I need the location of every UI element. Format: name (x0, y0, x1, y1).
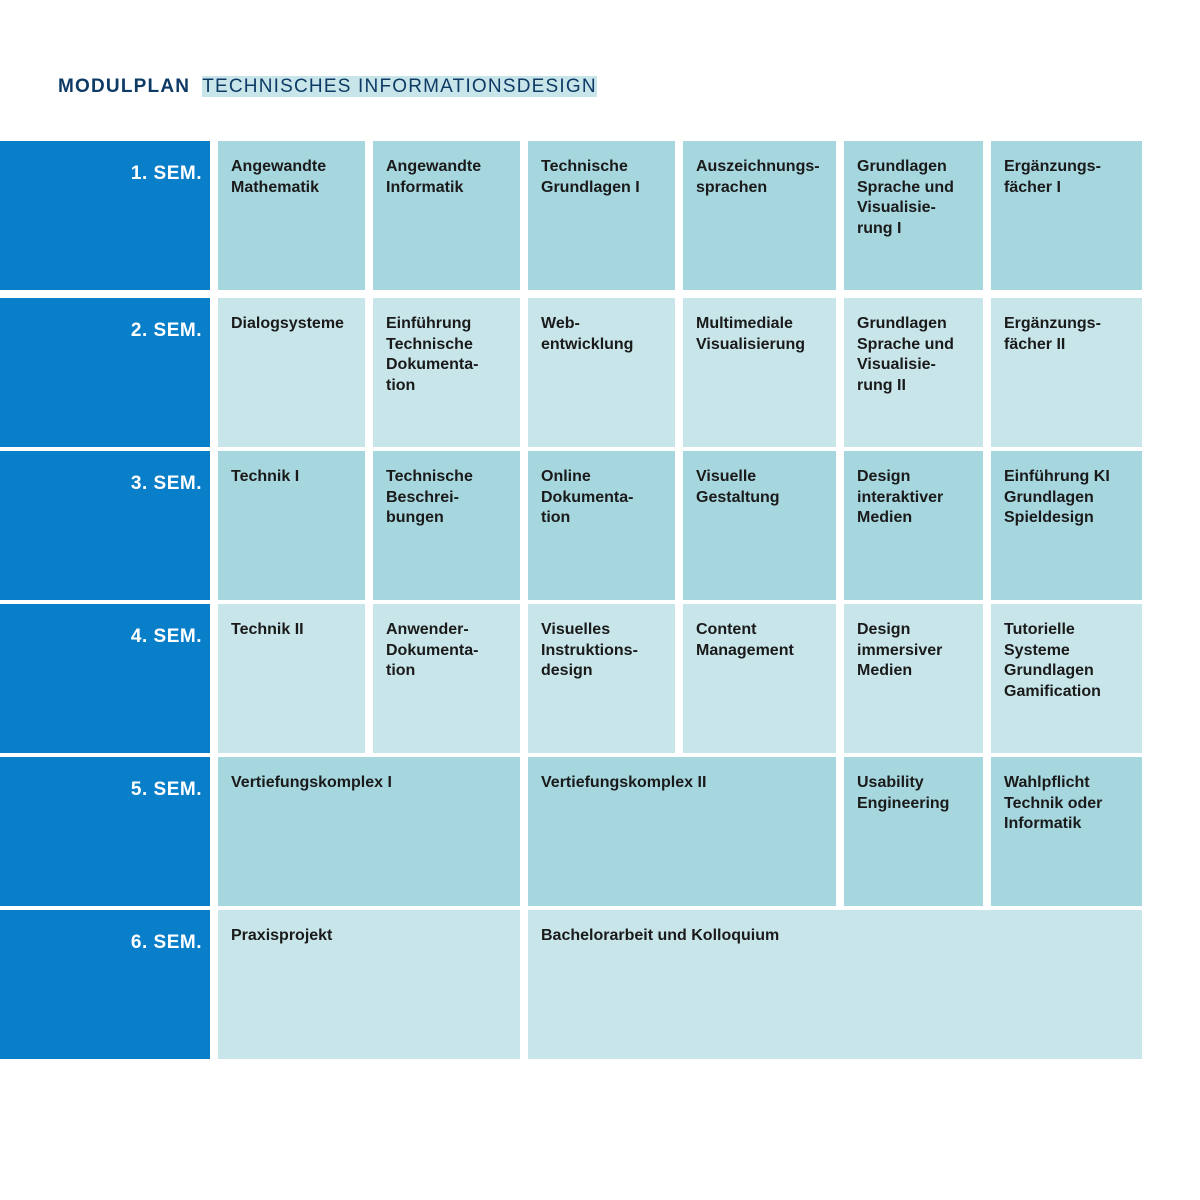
module-cell: Angewandte Informatik (373, 141, 520, 290)
module-cell: Multimediale Visualisierung (683, 298, 836, 447)
module-cell: Technik I (218, 451, 365, 600)
page-title (58, 76, 597, 98)
module-cell: Design immersiver Medien (844, 604, 983, 753)
semester-label-2 (0, 298, 210, 447)
module-cell: Design interaktiver Medien (844, 451, 983, 600)
module-cell: Usability Engineering (844, 757, 983, 906)
module-cell: Angewandte Mathematik (218, 141, 365, 290)
module-cell: Grundlagen Sprache und Visualisie- rung I (844, 141, 983, 290)
module-cell: Tutorielle Systeme Grundlagen Gamification (991, 604, 1142, 753)
title-light: TECHNISCHES INFORMATIONSDESIGN (202, 76, 597, 97)
module-cell: Grundlagen Sprache und Visualisie- rung II (844, 298, 983, 447)
semester-label-text: 5. SEM. (130, 779, 202, 800)
module-cell: Einführung KI Grundlagen Spieldesign (991, 451, 1142, 600)
module-cell: Technische Grundlagen I (528, 141, 675, 290)
module-cell: Praxisprojekt (218, 910, 520, 1059)
module-cell: Visuelle Gestaltung (683, 451, 836, 600)
module-cell: Content Management (683, 604, 836, 753)
module-cell: Ergänzungs- fächer II (991, 298, 1142, 447)
module-cell: Technik II (218, 604, 365, 753)
title-strong: MODULPLAN (58, 76, 191, 97)
semester-label-text: 6. SEM. (130, 932, 202, 953)
module-cell: Vertiefungskomplex II (528, 757, 836, 906)
semester-label-text: 3. SEM. (130, 473, 202, 494)
semester-label-6 (0, 910, 210, 1059)
module-cell: Visuelles Instruktions- design (528, 604, 675, 753)
module-cell: Einführung Technische Dokumenta- tion (373, 298, 520, 447)
module-cell: Vertiefungskomplex I (218, 757, 520, 906)
semester-label-text: 4. SEM. (130, 626, 202, 647)
semester-label-text: 1. SEM. (130, 163, 202, 184)
module-cell: Technische Beschrei- bungen (373, 451, 520, 600)
module-cell: Bachelorarbeit und Kolloquium (528, 910, 1142, 1059)
module-cell: Dialogsysteme (218, 298, 365, 447)
module-cell: Online Dokumenta- tion (528, 451, 675, 600)
module-cell: Auszeichnungs- sprachen (683, 141, 836, 290)
semester-label-1 (0, 141, 210, 290)
semester-label-5 (0, 757, 210, 906)
semester-label-4 (0, 604, 210, 753)
module-cell: Web- entwicklung (528, 298, 675, 447)
module-cell: Anwender- Dokumenta- tion (373, 604, 520, 753)
module-cell: Wahlpflicht Technik oder Informatik (991, 757, 1142, 906)
semester-label-3 (0, 451, 210, 600)
module-cell: Ergänzungs- fächer I (991, 141, 1142, 290)
semester-label-text: 2. SEM. (130, 320, 202, 341)
